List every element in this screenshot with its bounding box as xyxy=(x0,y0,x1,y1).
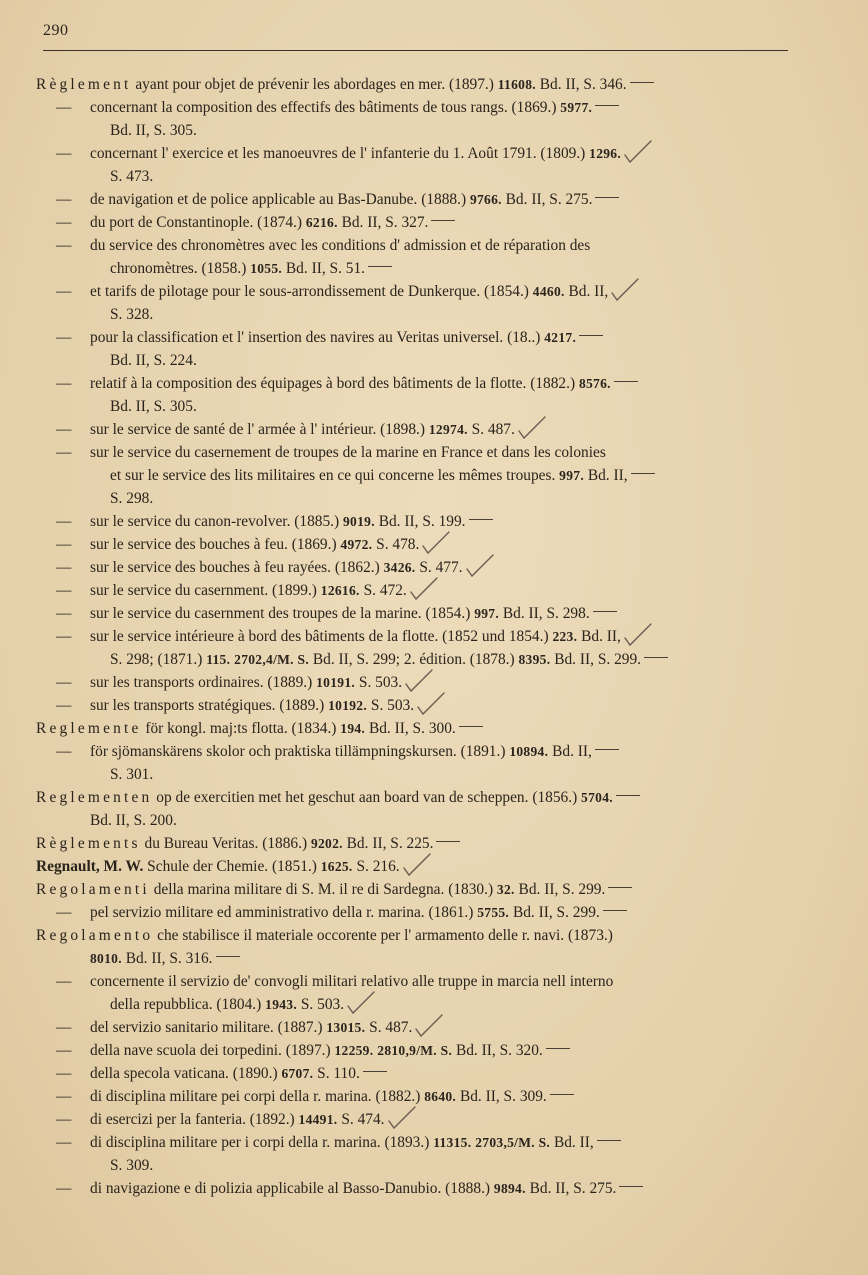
ditto-dash: — xyxy=(56,283,72,300)
pencil-dash-mark xyxy=(216,956,240,957)
ditto-dash: — xyxy=(56,145,72,162)
catalog-number: 223. xyxy=(552,629,578,644)
entry-text: Bd. II, S. 305. xyxy=(110,398,197,415)
entry-line xyxy=(56,674,430,691)
entry-line xyxy=(56,375,638,392)
pencil-dash-mark xyxy=(595,197,619,198)
entry-text: Bd. II, S. 299. xyxy=(509,904,600,921)
entry-line xyxy=(56,1042,570,1059)
entry-line xyxy=(56,1019,440,1036)
catalog-number: 4460. xyxy=(532,284,565,299)
ditto-dash: — xyxy=(56,99,72,116)
entry-line xyxy=(56,329,603,346)
header-rule xyxy=(43,50,788,51)
entry-text: della marina militare di S. M. il re di Sardegna. (1830.) xyxy=(149,881,497,898)
entry-text: di disciplina militare per i corpi della r. marina. (1893.) xyxy=(90,1134,434,1151)
catalog-number: 12259. xyxy=(334,1043,374,1058)
index-subentry xyxy=(36,1085,826,1108)
entry-continuation xyxy=(56,119,826,142)
ditto-dash: — xyxy=(56,559,72,576)
check-mark-icon xyxy=(465,557,491,575)
check-mark-icon xyxy=(421,534,447,552)
entry-heading: Regolamento xyxy=(36,927,154,944)
index-subentry xyxy=(36,694,826,717)
entry-line xyxy=(56,628,649,645)
entry-text: concernant la composition des effectifs des bâtiments de tous rangs. (1869.) xyxy=(90,99,561,116)
check-mark-icon xyxy=(414,1017,440,1035)
entry-text: sur le service de santé de l' armée à l' intérieur. (1898.) xyxy=(90,421,429,438)
index-subentry xyxy=(36,625,826,671)
pencil-dash-mark xyxy=(593,611,617,612)
entry-text: S. 474. xyxy=(337,1111,385,1128)
entry-text: Bd. II, S. 316. xyxy=(121,950,213,967)
index-entry xyxy=(36,924,826,970)
entry-text: S. 298; (1871.) xyxy=(110,651,207,668)
ditto-dash: — xyxy=(56,329,72,346)
entry-heading: Regolamenti xyxy=(36,881,150,898)
index-subentry xyxy=(36,441,826,510)
entry-line xyxy=(56,697,442,714)
catalog-number: 997. xyxy=(559,468,584,483)
entry-line xyxy=(56,973,613,990)
ditto-dash: — xyxy=(56,582,72,599)
entry-text: S. 503. xyxy=(355,674,403,691)
entry-text: della repubblica. (1804.) xyxy=(110,996,266,1013)
entry-text: che stabilisce il materiale occorente per l' armamento delle r. navi. (1873.) xyxy=(153,927,613,944)
entry-line xyxy=(36,927,613,944)
entry-text: Bd. II, S. 309. xyxy=(456,1088,547,1105)
entry-text: Bd. II, S. 299. xyxy=(550,651,642,668)
entry-text: S. 216. xyxy=(352,858,400,875)
ditto-dash: — xyxy=(56,605,72,622)
entry-text: Bd. II, S. 275. xyxy=(501,191,593,208)
entry-line xyxy=(36,881,632,898)
catalog-number: 1943. xyxy=(265,997,298,1012)
catalog-number: 9202. xyxy=(310,836,343,851)
index-subentry xyxy=(36,1062,826,1085)
ditto-dash: — xyxy=(56,697,72,714)
check-mark-icon xyxy=(409,580,435,598)
ditto-dash: — xyxy=(56,628,72,645)
entry-line xyxy=(56,99,619,116)
entry-text: et sur le service des lits militaires en ce qui concerne les mêmes troupes. xyxy=(110,467,560,484)
index-entry xyxy=(36,878,826,901)
entry-text: S. 309. xyxy=(110,1157,154,1174)
entry-text: Bd. II, S. 327. xyxy=(337,214,429,231)
catalog-number: 10192. xyxy=(328,698,368,713)
entry-text: sur le service du casernment. (1899.) xyxy=(90,582,321,599)
index-subentry xyxy=(36,1131,826,1177)
entry-text: op de exercitien met het geschut aan board van de scheppen. (1856.) xyxy=(152,789,582,806)
check-mark-icon xyxy=(404,672,430,690)
entry-text: S. 301. xyxy=(110,766,154,783)
entry-line xyxy=(56,904,627,921)
entry-text: ayant pour objet de prévenir les abordages en mer. (1897.) xyxy=(131,76,498,93)
pencil-dash-mark xyxy=(597,1140,621,1141)
entry-text: et tarifs de pilotage pour le sous-arrondissement de Dunkerque. (1854.) xyxy=(90,283,533,300)
index-subentry xyxy=(36,1039,826,1062)
catalog-number: 1625. xyxy=(320,859,353,874)
entry-line xyxy=(36,720,483,737)
catalog-number: 6707. xyxy=(281,1066,314,1081)
entry-line xyxy=(56,513,493,530)
pencil-dash-mark xyxy=(631,473,655,474)
entry-line xyxy=(56,145,649,162)
entry-line xyxy=(56,536,447,553)
index-subentry xyxy=(36,188,826,211)
index-subentry xyxy=(36,533,826,556)
entry-text: Bd. II, S. 346. xyxy=(535,76,627,93)
pencil-dash-mark xyxy=(579,335,603,336)
pencil-dash-mark xyxy=(595,105,619,106)
entry-text: S. 473. xyxy=(110,168,154,185)
ditto-dash: — xyxy=(56,1111,72,1128)
ditto-dash: — xyxy=(56,904,72,921)
entry-text: för sjömanskärens skolor och praktiska tillämpningskursen. (1891.) xyxy=(90,743,510,760)
entry-text: Bd. II, xyxy=(564,283,609,300)
entry-text: Bd. II, xyxy=(550,1134,594,1151)
index-entry xyxy=(36,855,826,878)
entry-line xyxy=(56,1111,413,1128)
entry-continuation xyxy=(36,809,826,832)
entry-text: S. 503. xyxy=(297,996,345,1013)
catalog-number: 11315. xyxy=(433,1135,472,1150)
entry-heading: Reglementen xyxy=(36,789,153,806)
catalog-number: 3426. xyxy=(383,560,416,575)
pencil-dash-mark xyxy=(619,1186,643,1187)
entry-line xyxy=(56,1088,574,1105)
entry-text: S. 298. xyxy=(110,490,154,507)
entry-text: Bd. II, xyxy=(548,743,592,760)
pencil-dash-mark xyxy=(459,726,483,727)
pencil-dash-mark xyxy=(595,749,619,750)
catalog-number: 13015. xyxy=(326,1020,366,1035)
entry-text: chronomètres. (1858.) xyxy=(110,260,251,277)
pencil-dash-mark xyxy=(550,1094,574,1095)
index-subentry xyxy=(36,280,826,326)
entry-line xyxy=(36,858,428,875)
pencil-dash-mark xyxy=(436,841,460,842)
catalog-number: 9894. xyxy=(493,1181,526,1196)
entry-text: di disciplina militare pei corpi della r. marina. (1882.) xyxy=(90,1088,425,1105)
index-subentry xyxy=(36,602,826,625)
catalog-number: 997. xyxy=(474,606,500,621)
catalog-number: 32. xyxy=(496,882,515,897)
check-mark-icon xyxy=(517,419,543,437)
entry-line xyxy=(56,559,491,576)
entry-line xyxy=(56,582,435,599)
entry-continuation xyxy=(56,349,826,372)
entry-text: du Bureau Veritas. (1886.) xyxy=(140,835,311,852)
ditto-dash: — xyxy=(56,1042,72,1059)
catalog-number: 115. xyxy=(206,652,231,667)
entry-text: för kongl. maj:ts flotta. (1834.) xyxy=(141,720,341,737)
entry-text: sur le service du casernement de troupes de la marine en France et dans les colonies xyxy=(90,444,606,461)
entry-line xyxy=(56,605,617,622)
entry-text: S. 487. xyxy=(365,1019,413,1036)
catalog-number: 5704. xyxy=(581,790,613,805)
ditto-dash: — xyxy=(56,674,72,691)
entry-text: Bd. II, S. 199. xyxy=(374,513,466,530)
entry-continuation xyxy=(56,395,826,418)
entry-text: du port de Constantinople. (1874.) xyxy=(90,214,306,231)
index-subentry xyxy=(36,740,826,786)
entry-text: Bd. II, S. 51. xyxy=(282,260,366,277)
check-mark-icon xyxy=(346,994,372,1012)
entry-continuation xyxy=(56,763,826,786)
index-entry xyxy=(36,717,826,740)
entry-line xyxy=(56,191,619,208)
entry-line xyxy=(56,283,636,300)
entry-continuation xyxy=(56,257,826,280)
entry-text: Bd. II, S. 300. xyxy=(365,720,456,737)
catalog-number: 10191. xyxy=(316,675,356,690)
entry-text: de navigation et de police applicable au Bas-Danube. (1888.) xyxy=(90,191,470,208)
index-subentry xyxy=(36,326,826,372)
entry-line xyxy=(56,1065,387,1082)
entry-text: S. 487. xyxy=(467,421,515,438)
check-mark-icon xyxy=(387,1109,413,1127)
pencil-dash-mark xyxy=(644,657,668,658)
entry-text: Bd. II, S. 320. xyxy=(452,1042,543,1059)
entry-heading: Règlements xyxy=(36,835,141,852)
entry-text: concernente il servizio de' convogli militari relativo alle truppe in marcia nell interno xyxy=(90,973,614,990)
pencil-dash-mark xyxy=(616,795,640,796)
entry-text: di navigazione e di polizia applicabile al Basso-Danubio. (1888.) xyxy=(90,1180,494,1197)
ditto-dash: — xyxy=(56,513,72,530)
entry-line xyxy=(56,1134,621,1151)
entry-text: du service des chronomètres avec les conditions d' admission et de réparation des xyxy=(90,237,591,254)
entry-line xyxy=(56,444,606,461)
entry-line xyxy=(36,835,460,852)
entry-line xyxy=(56,237,590,254)
check-mark-icon xyxy=(610,281,636,299)
check-mark-icon xyxy=(402,856,428,874)
entry-text: del servizio sanitario militare. (1887.) xyxy=(90,1019,327,1036)
entry-text: S. 472. xyxy=(359,582,407,599)
entry-text: Bd. II, xyxy=(584,467,628,484)
index-subentry xyxy=(36,211,826,234)
ditto-dash: — xyxy=(56,375,72,392)
catalog-number: 1296. xyxy=(589,146,622,161)
entry-text: Bd. II, S. 299. xyxy=(514,881,606,898)
entry-text: Bd. II, S. 305. xyxy=(110,122,197,139)
entry-line xyxy=(56,421,543,438)
catalog-number: 2810,9/M. S. xyxy=(377,1043,453,1058)
index-entry xyxy=(36,786,826,832)
ditto-dash: — xyxy=(56,743,72,760)
entry-line xyxy=(36,76,654,93)
index-subentry xyxy=(36,372,826,418)
ditto-dash: — xyxy=(56,536,72,553)
ditto-dash: — xyxy=(56,421,72,438)
catalog-number: 14491. xyxy=(298,1112,338,1127)
entry-text: di esercizi per la fanteria. (1892.) xyxy=(90,1111,299,1128)
index-entries xyxy=(36,73,826,1200)
catalog-number: 5755. xyxy=(477,905,510,920)
ditto-dash: — xyxy=(56,973,72,990)
entry-text: pel servizio militare ed amministrativo della r. marina. (1861.) xyxy=(90,904,478,921)
pencil-dash-mark xyxy=(363,1071,387,1072)
ditto-dash: — xyxy=(56,1088,72,1105)
entry-text: Bd. II, S. 200. xyxy=(90,812,177,829)
ditto-dash: — xyxy=(56,1019,72,1036)
catalog-number: 8010. xyxy=(90,951,122,966)
index-subentry xyxy=(36,142,826,188)
pencil-dash-mark xyxy=(608,887,632,888)
index-subentry xyxy=(36,970,826,1016)
entry-text: della nave scuola dei torpedini. (1897.) xyxy=(90,1042,335,1059)
entry-line xyxy=(56,743,619,760)
catalog-number: 12616. xyxy=(320,583,360,598)
ditto-dash: — xyxy=(56,1180,72,1197)
ditto-dash: — xyxy=(56,214,72,231)
entry-text: sur le service du casernment des troupes de la marine. (1854.) xyxy=(90,605,475,622)
entry-continuation xyxy=(36,947,826,970)
catalog-number: 11608. xyxy=(497,77,536,92)
entry-text: S. 478. xyxy=(372,536,420,553)
ditto-dash: — xyxy=(56,1065,72,1082)
catalog-number: 2703,5/M. S. xyxy=(475,1135,551,1150)
pencil-dash-mark xyxy=(368,266,392,267)
ditto-dash: — xyxy=(56,191,72,208)
entry-text: sur le service intérieure à bord des bâtiments de la flotte. (1852 und 1854.) xyxy=(90,628,553,645)
pencil-dash-mark xyxy=(546,1048,570,1049)
page-number: 290 xyxy=(43,22,69,39)
catalog-number: 2702,4/M. S. xyxy=(234,652,310,667)
entry-text: S. 328. xyxy=(110,306,154,323)
catalog-number: 8640. xyxy=(424,1089,457,1104)
entry-text: relatif à la composition des équipages à bord des bâtiments de la flotte. (1882.) xyxy=(90,375,579,392)
entry-heading: Reglemente xyxy=(36,720,142,737)
entry-text: sur le service des bouches à feu rayées. (1862.) xyxy=(90,559,384,576)
entry-text: pour la classification et l' insertion des navires au Veritas universel. (18..) xyxy=(90,329,545,346)
entry-text: sur les transports ordinaires. (1889.) xyxy=(90,674,317,691)
entry-text: Bd. II, S. 299; 2. édition. (1878.) xyxy=(309,651,519,668)
entry-text: S. 503. xyxy=(367,697,415,714)
catalog-number: 4972. xyxy=(340,537,373,552)
check-mark-icon xyxy=(416,695,442,713)
entry-text: Schule der Chemie. (1851.) xyxy=(143,858,321,875)
entry-text: Bd. II, S. 275. xyxy=(525,1180,617,1197)
entry-line xyxy=(56,1180,643,1197)
entry-text: sur le service du canon-revolver. (1885.) xyxy=(90,513,343,530)
pencil-dash-mark xyxy=(431,220,455,221)
index-subentry xyxy=(36,901,826,924)
index-subentry xyxy=(36,418,826,441)
pencil-dash-mark xyxy=(630,82,654,83)
index-subentry xyxy=(36,1108,826,1131)
catalog-number: 12974. xyxy=(428,422,468,437)
catalog-number: 6216. xyxy=(305,215,338,230)
entry-text: della specola vaticana. (1890.) xyxy=(90,1065,282,1082)
entry-text: Bd. II, xyxy=(577,628,621,645)
entry-continuation xyxy=(56,648,826,671)
entry-continuation xyxy=(56,165,826,188)
entry-continuation xyxy=(56,487,826,510)
check-mark-icon xyxy=(623,626,649,644)
index-entry xyxy=(36,73,826,96)
check-mark-icon xyxy=(623,143,649,161)
index-subentry xyxy=(36,1177,826,1200)
entry-text: Bd. II, S. 298. xyxy=(499,605,590,622)
catalog-number: 5977. xyxy=(560,100,593,115)
pencil-dash-mark xyxy=(614,381,638,382)
entry-text: sur les transports stratégiques. (1889.) xyxy=(90,697,329,714)
entry-text: S. 477. xyxy=(415,559,463,576)
entry-heading: Regnault, M. W. xyxy=(36,858,144,875)
entry-text: Bd. II, S. 224. xyxy=(110,352,197,369)
entry-continuation xyxy=(56,303,826,326)
pencil-dash-mark xyxy=(603,910,627,911)
catalog-number: 8395. xyxy=(518,652,551,667)
catalog-number: 4217. xyxy=(544,330,577,345)
pencil-dash-mark xyxy=(469,519,493,520)
entry-line xyxy=(36,789,640,806)
ditto-dash: — xyxy=(56,237,72,254)
entry-text: Bd. II, S. 225. xyxy=(342,835,434,852)
catalog-number: 8576. xyxy=(578,376,611,391)
entry-text: S. 110. xyxy=(313,1065,360,1082)
catalog-number: 1055. xyxy=(250,261,283,276)
ditto-dash: — xyxy=(56,444,72,461)
catalog-number: 10894. xyxy=(509,744,549,759)
entry-continuation xyxy=(56,464,826,487)
ditto-dash: — xyxy=(56,1134,72,1151)
entry-heading: Règlement xyxy=(36,76,132,93)
entry-text: concernant l' exercice et les manoeuvres de l' infanterie du 1. Août 1791. (1809.) xyxy=(90,145,590,162)
catalog-number: 9766. xyxy=(469,192,502,207)
catalog-number: 194. xyxy=(340,721,366,736)
index-subentry xyxy=(36,1016,826,1039)
entry-text: sur le service des bouches à feu. (1869.) xyxy=(90,536,341,553)
index-subentry xyxy=(36,96,826,142)
index-subentry xyxy=(36,234,826,280)
entry-line xyxy=(56,214,455,231)
entry-continuation xyxy=(56,1154,826,1177)
catalog-number: 9019. xyxy=(343,514,375,529)
index-subentry xyxy=(36,579,826,602)
